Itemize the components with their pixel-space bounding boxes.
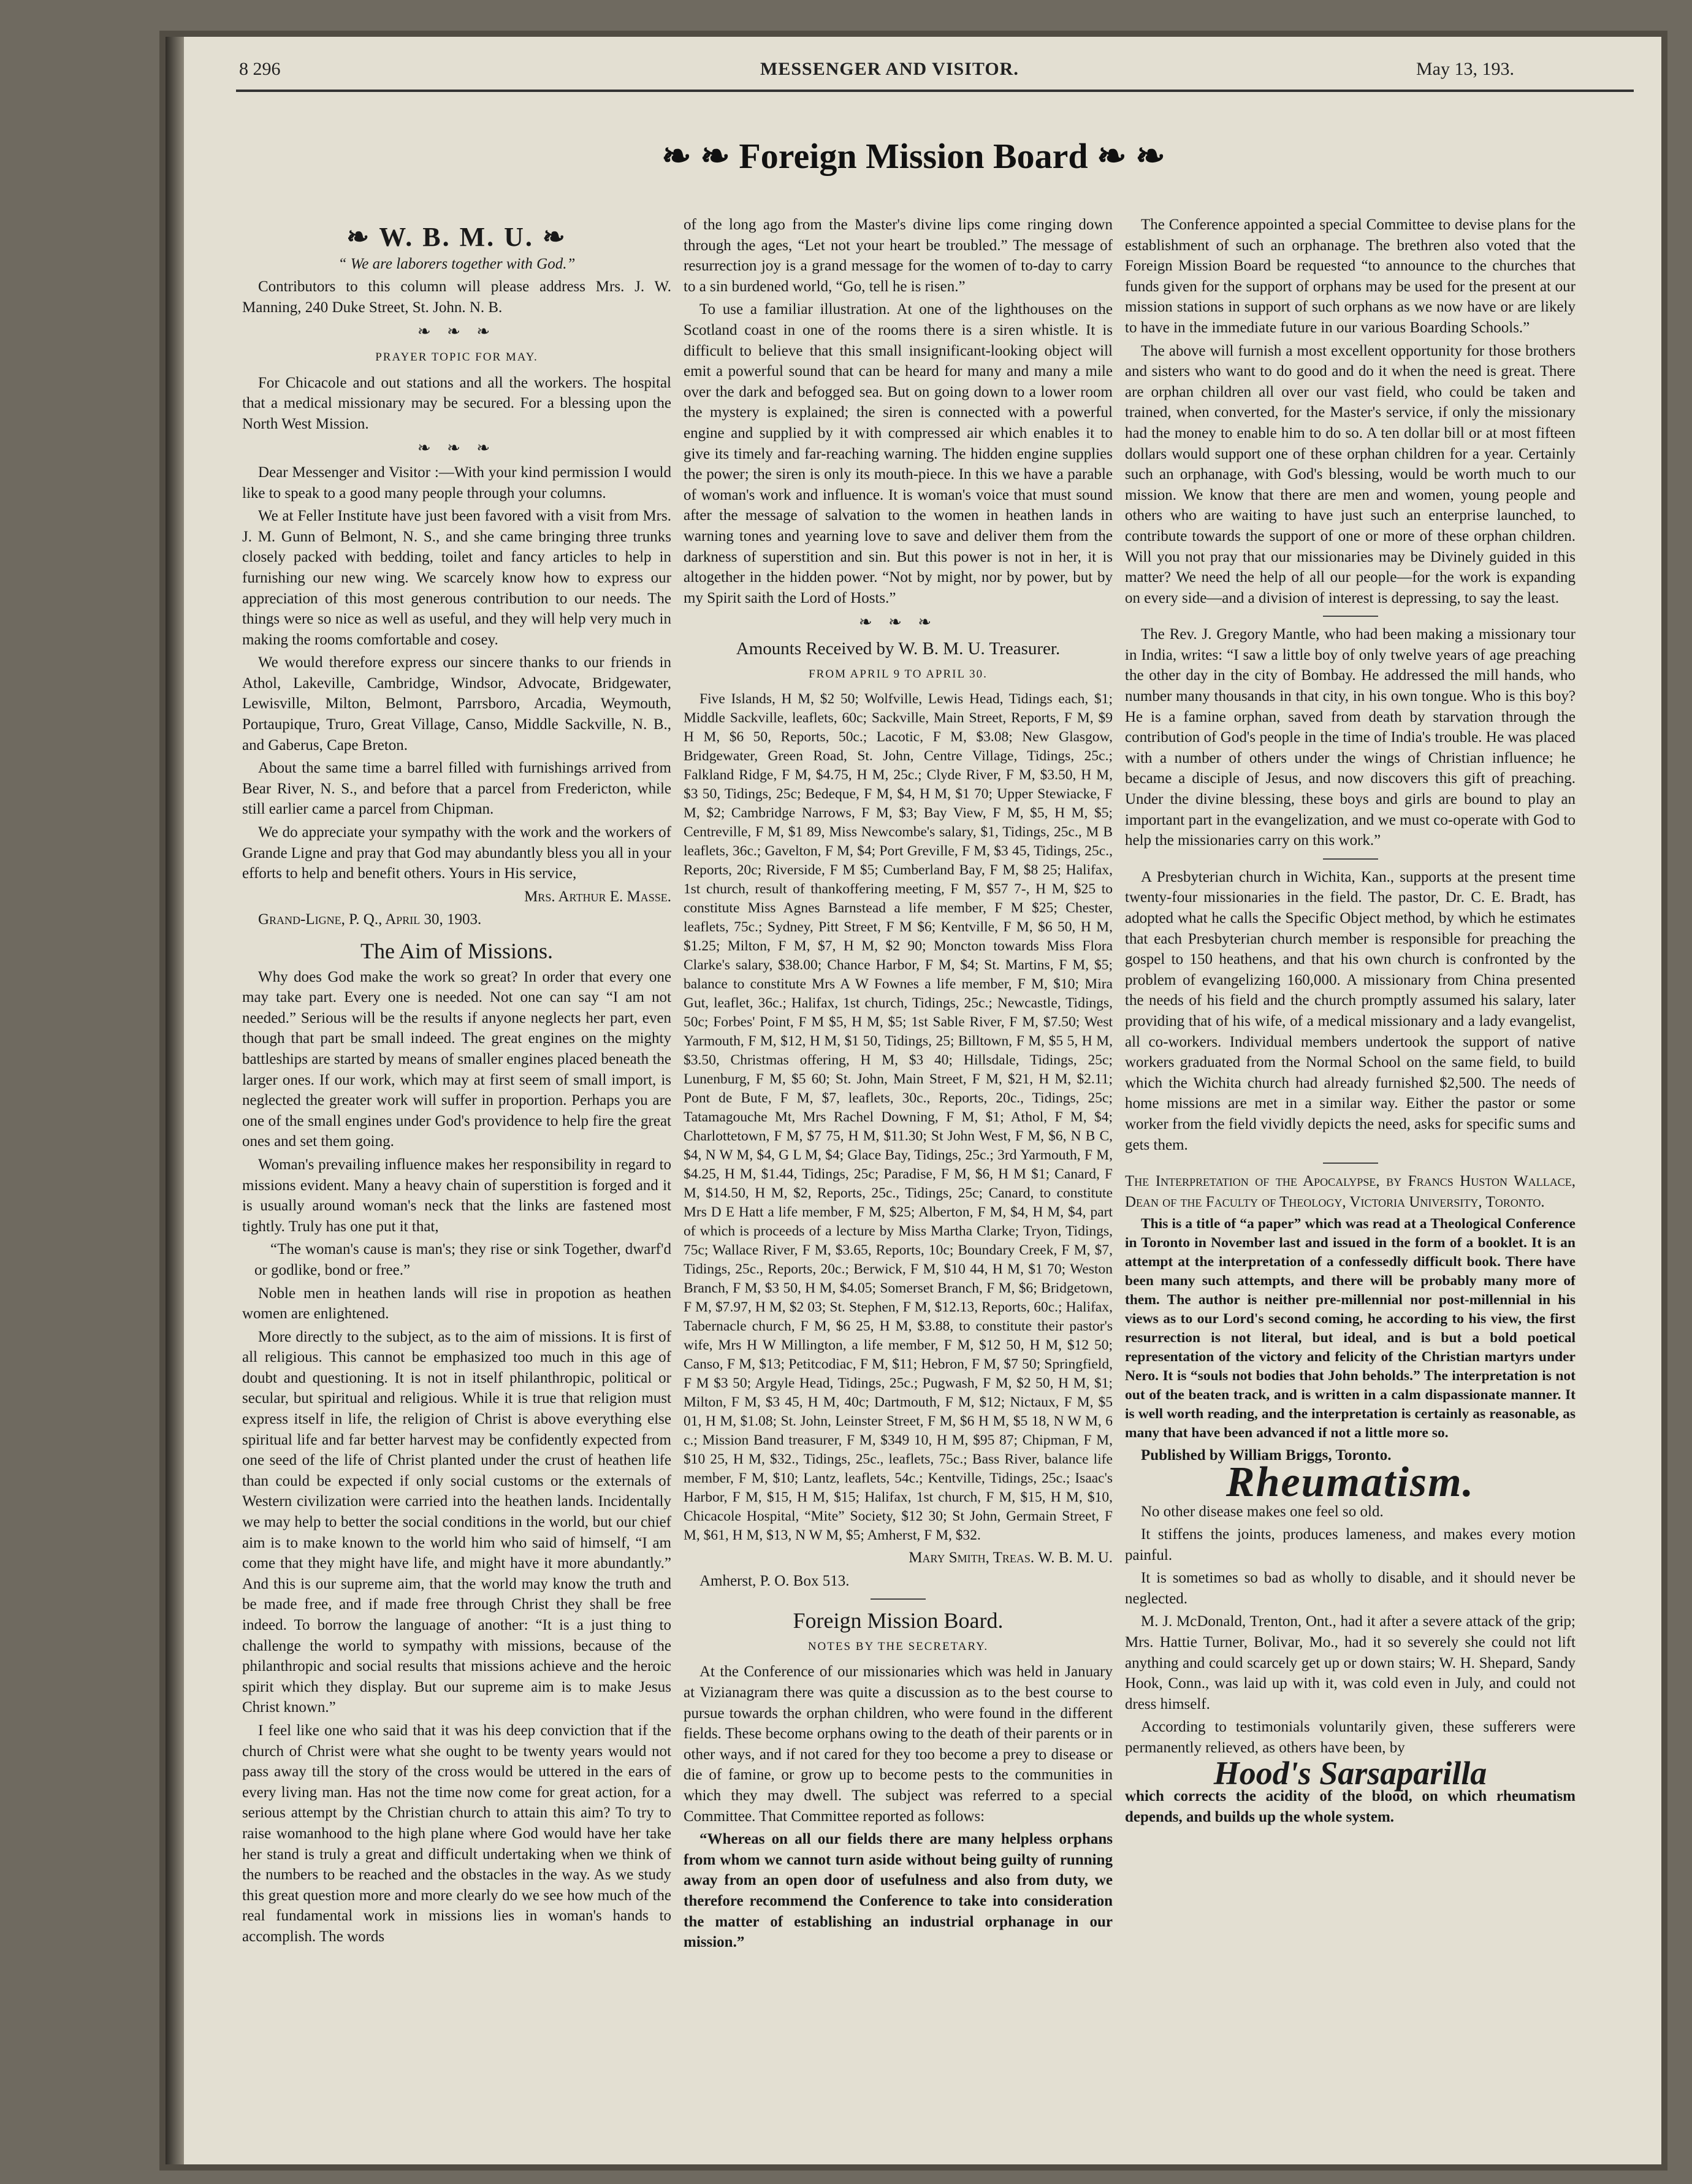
- wbmu-motto: “ We are laborers together with God.”: [338, 255, 576, 272]
- amounts-received-heading: Amounts Received by W. B. M. U. Treasurer.: [736, 638, 1061, 659]
- amounts-date-range: FROM APRIL 9 TO APRIL 30.: [809, 668, 988, 681]
- letter-paragraph: We at Feller Institute have just been favored with a visit from Mrs. J. M. Gunn of Belmont, N. S., and she came bringing three trunks closely packed with bedding, toilet and fancy articles to help in furnishing our new wing. We scarcely know how to express our appreciation of this most generous contribution to our needs. The things were so nice as well as useful, and they will help very much in making the rooms comfortable and cosey.: [242, 508, 671, 648]
- book-review-publisher: Published by William Briggs, Toronto.: [1141, 1447, 1392, 1464]
- advertisement-paragraph: M. J. McDonald, Trenton, Ont., had it after a severe attack of the grip; Mrs. Hattie Turner, Bolivar, Mo., had it so severely she could not lift anything and could scarcely get up or down stairs; W. H. Shepard, Sandy Hook, Conn., was laid up with it, was cold even in July, and could not dress himself.: [1125, 1613, 1576, 1712]
- article-paragraph: More directly to the subject, as to the aim of missions. It is first of all religious. This cannot be emphasized too much in this age of doubt and questioning. It is not in itself philanthropic, political or secular, but spiritual and religious. While it is true that religion must express itself in life, the religion of Christ is above everything else spiritual life and far better harvest may be confidently expected from one seed of the life of Christ planted under the crust of heathen life than could be expected if only social customs or the externals of Western civilization were carried into the heathen lands. Incidentally we may help to better the social conditions in the world, but our chief aim is to make known to the world him who said of himself, “I am come that they might have life, and might have it more abundantly.” And this is our supreme aim, that the world may know the truth and be made free, and if made free through Christ they shall be free indeed. To borrow the language of another: “It is a just thing to challenge the world to sympathy with missions, because of the philanthropic and social results that missions achieve and the heroic spirit which they display. But our supreme aim is to make Jesus Christ known.”: [242, 1328, 671, 1716]
- letter-paragraph: Dear Messenger and Visitor :—With your kind permission I would like to speak to a good many people through your columns.: [242, 464, 671, 502]
- advertisement-title: Rheumatism.: [1225, 1458, 1475, 1506]
- article-paragraph: The above will furnish a most excellent opportunity for those brothers and sisters who want to do good and do it when the need is great. There are orphan children all over our vast field, who could be taken and trained, when converted, for the Master's service, if only the missionary had the money to enable him to do so. A ten dollar bill or at most fifteen dollars would support one of these orphan children for a year. Certainly such an orphanage, with God's blessing, would be worth much to our mission. We know that there are men and women, young people and others who are waiting to have just such an enterprise launched, to contribute towards the support of one or more of these orphan children. Will you not pray that our missionaries may be Divinely guided in this matter? We need the help of all our people—for the work is expanding on every side—and a division of interest is depressing, to say the least.: [1125, 342, 1576, 606]
- column-2: [684, 215, 1113, 2146]
- section-title-text: Foreign Mission Board: [739, 136, 1088, 176]
- section-title: [166, 135, 1661, 177]
- contributors-note: Contributors to this column will please address Mrs. J. W. Manning, 240 Duke Street, St. John. N. B.: [242, 278, 671, 316]
- advertisement-paragraph: It stiffens the joints, produces lameness, and makes every motion painful.: [1125, 1526, 1576, 1564]
- prayer-topic-heading: PRAYER TOPIC FOR MAY.: [375, 350, 538, 364]
- page-folio: 8 296: [239, 59, 281, 79]
- article-continued-paragraph: of the long ago from the Master's divine lips come ringing down through the ages, “Let not your heart be troubled.” The message of resurrection joy is a grand message for the women of to-day to carry to a sin burdened world, “Go, tell he is risen.”: [684, 216, 1113, 295]
- section-rule: [1323, 616, 1378, 617]
- book-review-title: The Interpretation of the Apocalypse, by Francs Huston Wallace, Dean of the Faculty of Theology, Victoria University, Toronto.: [1125, 1173, 1576, 1210]
- letter-signature: Mrs. Arthur E. Masse.: [524, 888, 671, 905]
- letter-dateline: Grand-Ligne, P. Q., April 30, 1903.: [258, 911, 482, 928]
- column-3: [1125, 215, 1576, 2146]
- letter-paragraph: We do appreciate your sympathy with the work and the workers of Grande Ligne and pray that God may abundantly bless you all in your efforts to help and benefit others. Yours in His service,: [242, 824, 671, 882]
- secretary-notes-subheading: NOTES BY THE SECRETARY.: [807, 1640, 989, 1653]
- foreign-mission-board-heading: Foreign Mission Board.: [793, 1608, 1004, 1633]
- leaf-ornament-icon: ❧ ❧: [1097, 136, 1165, 176]
- treasurer-signature: Mary Smith, Treas. W. B. M. U.: [909, 1549, 1113, 1567]
- treasurer-address: Amherst, P. O. Box 513.: [699, 1572, 850, 1589]
- book-review-body: This is a title of “a paper” which was read at a Theological Conference in Toronto in November last and issued in the form of a booklet. It is an attempt at the interpretation of a confessedly difficult book. There have been many such attempts, and there will be probably many more of them. The author is neither pre-millennial nor post-millennial in his views as to our Lord's second coming, he according to his view, the first resurrection is not literal, but ideal, and is but a bold poetical representation of the victory and felicity of the Christian martyrs under Nero. It is “souls not bodies that John beholds.” The interpretation is not out of the beaten track, and is written in a calm dispassionate manner. It is well worth reading, and the interpretation is certainly as reasonable, as many that have been advanced if not a little more so.: [1125, 1216, 1576, 1441]
- article-paragraph: Why does God make the work so great? In order that every one may take part. Every one is needed. Not one can say “I am not needed.” Serious will be the results if anyone neglects her part, even though that part be small indeed. The great engines on the mighty battleships are started by means of smaller engines placed beneath the larger ones. If our work, which may at first seem of small import, is neglected the greater work will suffer in proportion. Perhaps you are one of the small engines under God's providence to help fire the great ones and set them going.: [242, 968, 671, 1150]
- letter-paragraph: About the same time a barrel filled with furnishings arrived from Bear River, N. S., and before that a parcel from Fredericton, while still earlier came a parcel from Chipman.: [242, 760, 671, 818]
- article-paragraph: Woman's prevailing influence makes her responsibility in regard to missions evident. Many a heavy chain of superstition is forged and it is usually around woman's neck that the links are fastened most tightly. Truly has one put it that,: [242, 1156, 671, 1235]
- article-paragraph: The Rev. J. Gregory Mantle, who had been making a missionary tour in India, writes: “I saw a little boy of only twelve years of age preaching the other day in the city of Bombay. He addressed the mill hands, who number many thousands in that city, in his own tongue. Who is this boy? He is a famine orphan, saved from death by starvation through the contribution of God's people in the time of India's trouble. He was placed with a number of others under the wings of Christian influence; he became a disciple of Jesus, and now discovers this gift of preaching. Under the divine blessing, these boys and girls are bound to play an important part in the evangelization, and we must co-operate with God to help the missionaries carry on this work.”: [1125, 626, 1576, 849]
- article-paragraph: At the Conference of our missionaries which was held in January at Vizianagram there was quite a discussion as to the best course to pursue towards the orphan children, who were found in the different fields. These become orphans owing to the death of their parents or in other ways, and if not cared for they too become a prey to disease or die of famine, or grow up to become pests to the communities in which they may dwell. The subject was referred to a special Committee. That Committee reported as follows:: [684, 1663, 1113, 1825]
- section-rule: [871, 1598, 926, 1600]
- article-paragraph: The Conference appointed a special Committee to devise plans for the establishment of such an orphanage. The brethren also voted that the Foreign Mission Board be requested “to announce to the churches that funds given for the support of orphans may be used for the present at our mission stations in support of such orphans as we now have or are likely to have in the immediate future in our various Boarding Schools.”: [1125, 216, 1576, 336]
- amounts-received-list: Five Islands, H M, $2 50; Wolfville, Lewis Head, Tidings each, $1; Middle Sackville, leaflets, 60c; Sackville, Main Street, Reports, F M, $9 H M, $6 50, Reports, 50c.; Lacotic, F M, $3.08; New Glasgow, Bridgewater, Green Road, St. John, Centre Village, Tidings, 25c.; Falkland Ridge, F M, $4.75, H M, 25c.; Clyde River, F M, $3.50, H M, $3 50, Tidings, 25c; Bedeque, F M, $4, H M, $1 70; Upper Stewiacke, F M, $2; Cambridge Narrows, F M, $3; Bay View, F M, $5, H M, $5; Centreville, F M, $1 89, Miss Newcombe's salary, $1, Tidings, 25c., M B leaflets, 36c.; Gavelton, F M, $4; Port Greville, F M, $3 45, Tidings, 25c., Reports, 20c; Riverside, F M $5; Cumberland Bay, F M, $8 25; Halifax, 1st church, result of thankoffering meeting, F M, $57 7-, H M, $25 to constitute Miss Agnes Barnstead a life member, F M $25; Chester, leaflets, 75c.; Sydney, Pitt Street, F M $6; Kentville, F M, $6 50, H M, $1.25; Milton, F M, $7, H M, $2 90; Moncton towards Miss Flora Clarke's salary, $38.00; Chance Harbor, F M, $4; St. Martins, F M, $5; balance to constitute Mrs A W Fownes a life member, F M, $10; Mira Gut, leaflet, 36c.; Halifax, 1st church, Tidings, 25c.; Newcastle, Tidings, 50c; Forbes' Point, F M $5, H M, $5; 1st Sable River, F M, $7.50; West Yarmouth, F M, $12, H M, $1 50, Tidings, 25; Billtown, F M, $5 5, H M, $3.50, Christmas offering, H M, $3 40; Hillsdale, Tidings, 25c; Lunenburg, F M, $5 60; St. John, Main Street, F M, $21, H M, $2.11; Pont de Bute, F M, $7, leaflets, 30c., Reports, 20c., Tidings, 25c; Tatamagouche Mt, Mrs Rachel Downing, F M, $1; Athol, F M, $4; Charlottetown, F M, $7 75, H M, $11.30; St John West, F M, $6, N B C, $4, N W M, $4, G L M, $4; Glace Bay, Tidings, 25c.; 3rd Yarmouth, F M, $4.25, H M, $1.44, Tidings, 25c; Paradise, F M, $6, H M $1; Canard, F M, $14.50, H M, $2, Reports, 25c., Tidings, 25c; Canard, to constitute Mrs D E Hatt a life member, F M, $25; Alberton, F M, $4, H M, $4, part of which is proceeds of a lecture by Miss Martha Clarke; Tryon, Tidings, 75c; Wallace River, F M, $3.65, Reports, 10c; Boundary Creek, F M, $7, Tidings, 25c., Reports, 20c.; Berwick, F M, $10 44, H M, $1 70; Weston Branch, F M, $3 50, H M, $4.05; Somerset Branch, F M, $6; Bridgetown, F M, $7.97, H M, $2 03; St. Stephen, F M, $12.13, Reports, 60c.; Halifax, Tabernacle church, F M, $6 25, H M, $3.88, to constitute their pastor's wife, Mrs H W Millington, a life member, F M, $12 50, H M, $12 50; Canso, F M, $13; Petitcodiac, F M, $11; Hebron, F M, $7 50; Springfield, F M $3 50; Argyle Head, Tidings, 25c.; Pugwash, F M, $2 50, H M, $1; Milton, F M, $3 45, H M, 40c; Dartmouth, F M, $12; Nictaux, F M, $5 01, H M, $1.08; St. John, Leinster Street, F M, $6 H M, $5 18, N W M, 6 c.; Mission Band treasurer, F M, $349 10, H M, $95 87; Chipman, F M, $10 25, H M, $32., Tidings, 25c., leaflets, 75c.; Bass River, balance life member, F M, $10; Lantz, leaflets, 54c.; Kentville, Tidings, 25c.; Isaac's Harbor, F M, $15, H M, $15; Halifax, 1st church, F M, $15, H M, $10, Chicacole Hospital, “Mite” Society, $12 30; St John, Germain Street, F M, $61, H M, $13, N W M, $5; Amherst, F M, $32.: [684, 691, 1113, 1544]
- advertisement-brand: Hood's Sarsaparilla: [1213, 1754, 1487, 1792]
- masthead: MESSENGER AND VISITOR.: [760, 59, 1019, 79]
- scan-binding-edge: [166, 37, 184, 2164]
- ornament-divider: ❧ ❧ ❧: [858, 613, 938, 632]
- ornament-divider: ❧ ❧ ❧: [417, 323, 497, 341]
- advertisement-tagline: which corrects the acidity of the blood, on which rheumatism depends, and builds up the whole system.: [1125, 1788, 1576, 1825]
- leaf-ornament-icon: ❧: [346, 222, 379, 252]
- advertisement-paragraph: It is sometimes so bad as wholly to disable, and it should never be neglected.: [1125, 1570, 1576, 1607]
- article-paragraph: Noble men in heathen lands will rise in propotion as heathen women are enlightened.: [242, 1285, 671, 1323]
- leaf-ornament-icon: ❧ ❧: [661, 136, 730, 176]
- prayer-topic-text: For Chicacole and out stations and all the workers. The hospital that a medical missionary may be secured. For a blessing upon the North West Mission.: [242, 374, 671, 432]
- poem-quote: “The woman's cause is man's; they rise or sink Together, dwarf'd or godlike, bond or free.”: [254, 1241, 671, 1278]
- header-rule: [236, 90, 1634, 92]
- leaf-ornament-icon: ❧: [533, 222, 567, 252]
- newspaper-page: [166, 37, 1661, 2164]
- ornament-divider: ❧ ❧ ❧: [417, 439, 497, 457]
- article-paragraph: To use a familiar illustration. At one of the lighthouses on the Scotland coast in one of the rooms there is a siren whistle. It is difficult to believe that this small insignificant-looking object will emit a powerful sound that can be heard for many and many a mile over the dark and befogged sea. But on going down to a lower room the mystery is explained; the siren is connected with a powerful engine and supplied by it with compressed air which enables it to give its timely and far-reaching warning. The hidden engine supplies the power; the siren is only its mouth-piece. In this we have a parable of woman's work and influence. It is woman's voice that must sound after the message of salvation to the women in heathen lands in warning tones and yearning love to save and deliver them from the darkness of superstition and sin. But this power is not in her, it is altogether in the hidden power. “Not by might, nor by power, but by my Spirit saith the Lord of Hosts.”: [684, 301, 1113, 606]
- advertisement-paragraph: No other disease makes one feel so old.: [1141, 1503, 1384, 1520]
- article-paragraph: A Presbyterian church in Wichita, Kan., supports at the present time twenty-four missionaries in the field. The pastor, Dr. C. E. Bradt, has adopted what he calls the Specific Object method, by which he estimates that each Presbyterian church member is responsible for preaching the gospel to 150 heathens, and that his own church is confronted by the problem of evangelizing 160,000. A missionary from China presented the needs of his field and the church promptly assumed his salary, later providing that of his wife, of a medical missionary and a lady evangelist, all co-workers. Individual members undertook the support of native workers graduated from the Normal School on the same field, to build which the Wichita church had already furnished $2,500. The needs of home missions are met in a similar way. Either the pastor or some worker from the field vividly depicts the need, asks for specific sums and gets them.: [1125, 868, 1576, 1153]
- committee-resolution: “Whereas on all our fields there are many helpless orphans from whom we cannot turn aside without being guilty of running away from an open door of usefulness and also from duty, we therefore recommend the Conference to take into consideration the matter of establishing an industrial orphanage in our mission.”: [684, 1831, 1113, 1951]
- wbmu-heading: ❧ W. B. M. U. ❧: [346, 222, 567, 252]
- section-rule: [1323, 858, 1378, 860]
- column-1: [242, 215, 671, 2146]
- section-rule: [1323, 1163, 1378, 1164]
- letter-paragraph: We would therefore express our sincere thanks to our friends in Athol, Lakeville, Cambridge, Windsor, Advocate, Bridgewater, Lewisville, Milton, Belmont, Parrsboro, Arcadia, Weymouth, Portaupique, Truro, Great Village, Canso, Middle Sackville, N. B., and Gaberus, Cape Breton.: [242, 654, 671, 754]
- issue-date: May 13, 193.: [1416, 59, 1514, 79]
- aim-of-missions-heading: The Aim of Missions.: [360, 939, 553, 963]
- article-paragraph: I feel like one who said that it was his deep conviction that if the church of Christ were what she ought to be twenty years would not pass away till the story of the cross would be uttered in the ears of every living man. Has not the time now come for great action, for a serious attempt by the Christian church to attain this aim? To try to raise womanhood to the high plane where God would have her take her stand is truly a great and difficult undertaking when we think of the numbers to be reached and the obstacles in the way. As we study this great question more and more clearly do we see how much of the real fundamental work in missions lies in woman's hands to accomplish. The words: [242, 1722, 671, 1945]
- advertisement-paragraph: According to testimonials voluntarily given, these sufferers were permanently relieved, as others have been, by: [1125, 1719, 1576, 1757]
